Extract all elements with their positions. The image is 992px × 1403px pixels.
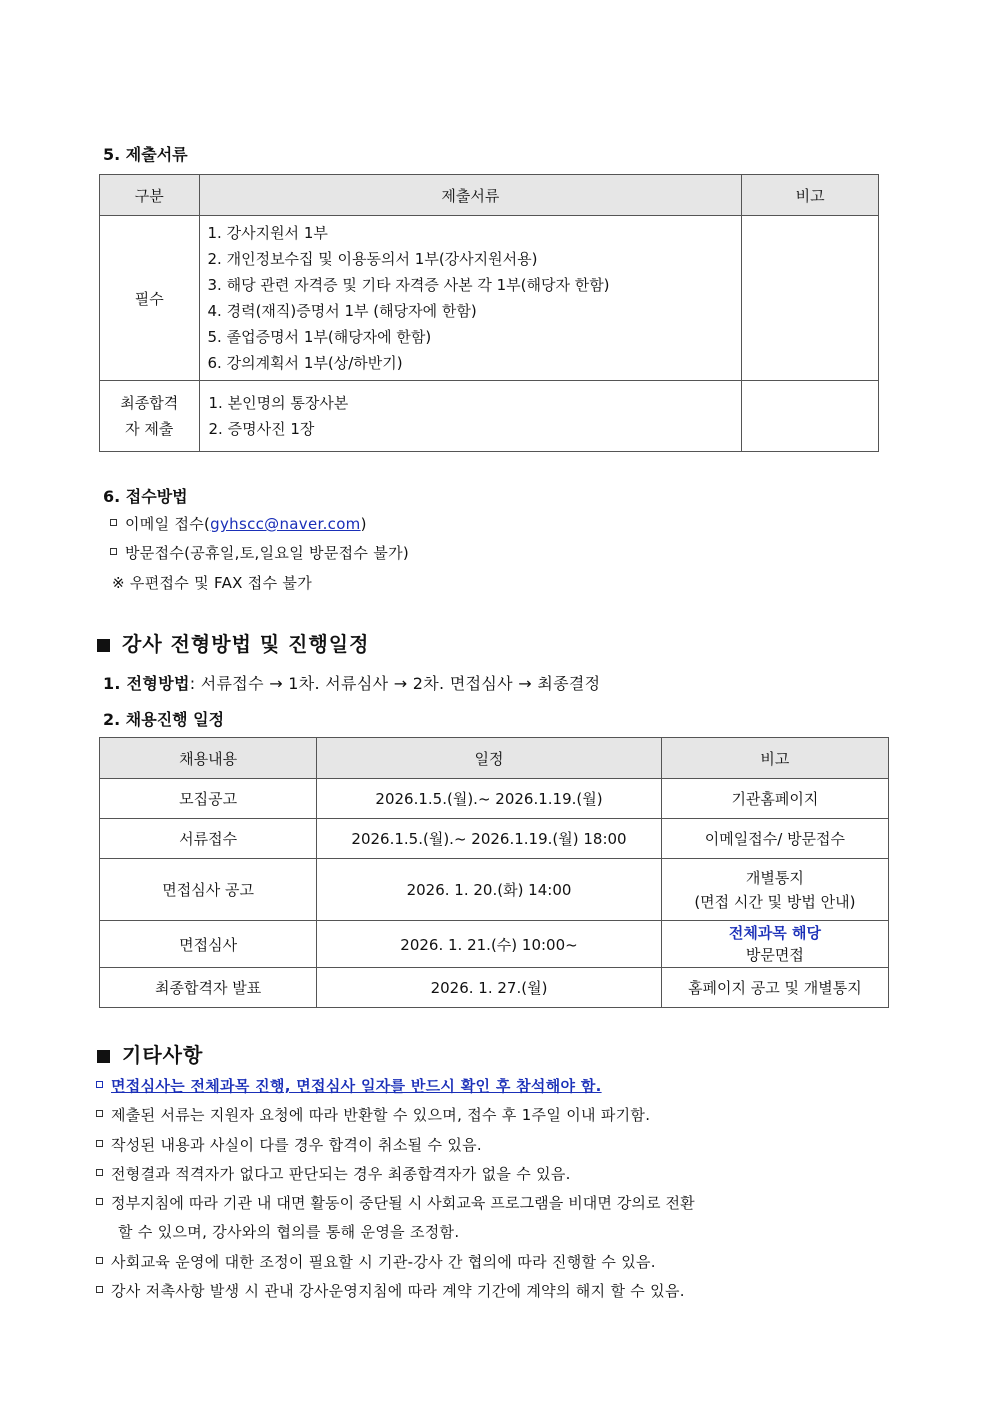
selection-method-line	[103, 671, 600, 694]
note-cell	[661, 921, 888, 968]
list-item: 6. 강의계획서 1부(상/하반기)	[207, 354, 403, 372]
etc-heading	[97, 1039, 203, 1068]
bullet-icon	[96, 1081, 103, 1088]
item-cell: 서류접수	[100, 819, 317, 859]
email-link[interactable]: gyhscc@naver.com	[210, 515, 361, 533]
etc-item	[96, 1104, 650, 1125]
header-documents: 제출서류	[199, 175, 742, 216]
category-line: 자 제출	[125, 420, 174, 438]
etc-item	[96, 1192, 695, 1213]
table-row	[100, 968, 889, 1008]
date-cell: 2026. 1. 27.(월)	[317, 968, 662, 1008]
visit-receipt-line	[110, 542, 409, 563]
category-line: 최종합격	[120, 394, 179, 412]
bullet-icon	[96, 1169, 103, 1176]
date-cell: 2026.1.5.(월).~ 2026.1.19.(월)	[317, 779, 662, 819]
selection-method-label: 1. 전형방법	[103, 674, 190, 693]
table-row	[100, 819, 889, 859]
documents-cell	[199, 381, 742, 452]
documents-cell	[199, 216, 742, 381]
category-cell: 필수	[100, 216, 200, 381]
header-date: 일정	[317, 738, 662, 779]
date-cell: 2026. 1. 21.(수) 10:00~	[317, 921, 662, 968]
schedule-label: 2. 채용진행 일정	[103, 710, 225, 729]
visit-text: 방문접수(공휴일,토,일요일 방문접수 불가)	[125, 544, 410, 562]
header-note: 비고	[661, 738, 888, 779]
note-cell: 기관홈페이지	[661, 779, 888, 819]
table-header-row	[100, 738, 889, 779]
etc-item-text: 작성된 내용과 사실이 다를 경우 합격이 취소될 수 있음.	[111, 1136, 482, 1154]
header-category: 구분	[100, 175, 200, 216]
etc-item-text: 전형결과 적격자가 없다고 판단되는 경우 최종합격자가 없을 수 있음.	[111, 1165, 571, 1183]
table-header-row	[100, 175, 879, 216]
etc-item	[96, 1280, 685, 1301]
email-prefix: 이메일 접수(	[125, 515, 211, 533]
etc-item-text: 정부지침에 따라 기관 내 대면 활동이 중단될 시 사회교육 프로그램을 비대면 강의로 전환	[111, 1194, 695, 1212]
selection-method-text: : 서류접수 → 1차. 서류심사 → 2차. 면접심사 → 최종결정	[189, 674, 601, 693]
note-cell	[742, 381, 879, 452]
email-receipt-line	[110, 513, 367, 534]
item-cell: 최종합격자 발표	[100, 968, 317, 1008]
list-item: 5. 졸업증명서 1부(해당자에 한함)	[207, 328, 432, 346]
note-line: 방문면접	[745, 946, 804, 964]
note-cell: 홈페이지 공고 및 개별통지	[661, 968, 888, 1008]
table-row	[100, 921, 889, 968]
schedule-table	[99, 737, 889, 1008]
date-cell: 2026. 1. 20.(화) 14:00	[317, 859, 662, 921]
list-item: 4. 경력(재직)증명서 1부 (해당자에 한함)	[207, 302, 477, 320]
documents-table	[99, 174, 879, 452]
bullet-icon	[96, 1140, 103, 1147]
category-cell	[100, 381, 200, 452]
square-bullet-icon	[97, 639, 110, 652]
header-item: 채용내용	[100, 738, 317, 779]
etc-item-continued: 할 수 있으며, 강사와의 협의를 통해 운영을 조정함.	[118, 1223, 460, 1241]
list-item: 1. 본인명의 통장사본	[208, 394, 349, 412]
bullet-icon	[110, 519, 117, 526]
list-item: 1. 강사지원서 1부	[207, 224, 328, 242]
bullet-icon	[96, 1198, 103, 1205]
etc-item-text: 제출된 서류는 지원자 요청에 따라 반환할 수 있으며, 접수 후 1주일 이내 파기함.	[111, 1106, 651, 1124]
selection-heading	[97, 628, 369, 657]
item-cell: 면접심사 공고	[100, 859, 317, 921]
date-cell: 2026.1.5.(월).~ 2026.1.19.(월) 18:00	[317, 819, 662, 859]
note-cell: 이메일접수/ 방문접수	[661, 819, 888, 859]
etc-item	[96, 1134, 482, 1155]
table-row	[100, 216, 879, 381]
table-row	[100, 381, 879, 452]
section-6-title: 6. 접수방법	[103, 487, 188, 506]
note-cell	[661, 859, 888, 921]
list-item: 2. 개인정보수집 및 이용동의서 1부(강사지원서용)	[207, 250, 538, 268]
header-note: 비고	[742, 175, 879, 216]
etc-item-text: 강사 저촉사항 발생 시 관내 강사운영지침에 따라 계약 기간에 계약의 해지 할 수 있음.	[111, 1282, 685, 1300]
square-bullet-icon	[97, 1050, 110, 1063]
selection-heading-text: 강사 전형방법 및 진행일정	[122, 632, 370, 656]
note-emphasis: 전체과목 해당	[728, 924, 821, 942]
note-line: (면접 시간 및 방법 안내)	[694, 892, 856, 911]
list-item: 3. 해당 관련 자격증 및 기타 자격증 사본 각 1부(해당자 한함)	[207, 276, 610, 294]
table-row	[100, 859, 889, 921]
etc-item	[96, 1163, 571, 1184]
list-item: 2. 증명사진 1장	[208, 420, 315, 438]
note-cell	[742, 216, 879, 381]
etc-item	[96, 1075, 602, 1096]
etc-heading-text: 기타사항	[122, 1043, 204, 1067]
bullet-icon	[96, 1286, 103, 1293]
bullet-icon	[96, 1110, 103, 1117]
item-cell: 면접심사	[100, 921, 317, 968]
bullet-icon	[110, 548, 117, 555]
etc-item	[96, 1251, 656, 1272]
bullet-icon	[96, 1257, 103, 1264]
receipt-note: ※ 우편접수 및 FAX 접수 불가	[112, 574, 313, 592]
section-5-title: 5. 제출서류	[103, 145, 188, 164]
note-line: 개별통지	[745, 868, 804, 887]
etc-item-text: 사회교육 운영에 대한 조정이 필요할 시 기관-강사 간 협의에 따라 진행할 수 있음.	[111, 1253, 656, 1271]
etc-item-text: 면접심사는 전체과목 진행, 면접심사 일자를 반드시 확인 후 참석해야 함.	[111, 1077, 602, 1095]
email-suffix: )	[360, 515, 367, 533]
table-row	[100, 779, 889, 819]
item-cell: 모집공고	[100, 779, 317, 819]
